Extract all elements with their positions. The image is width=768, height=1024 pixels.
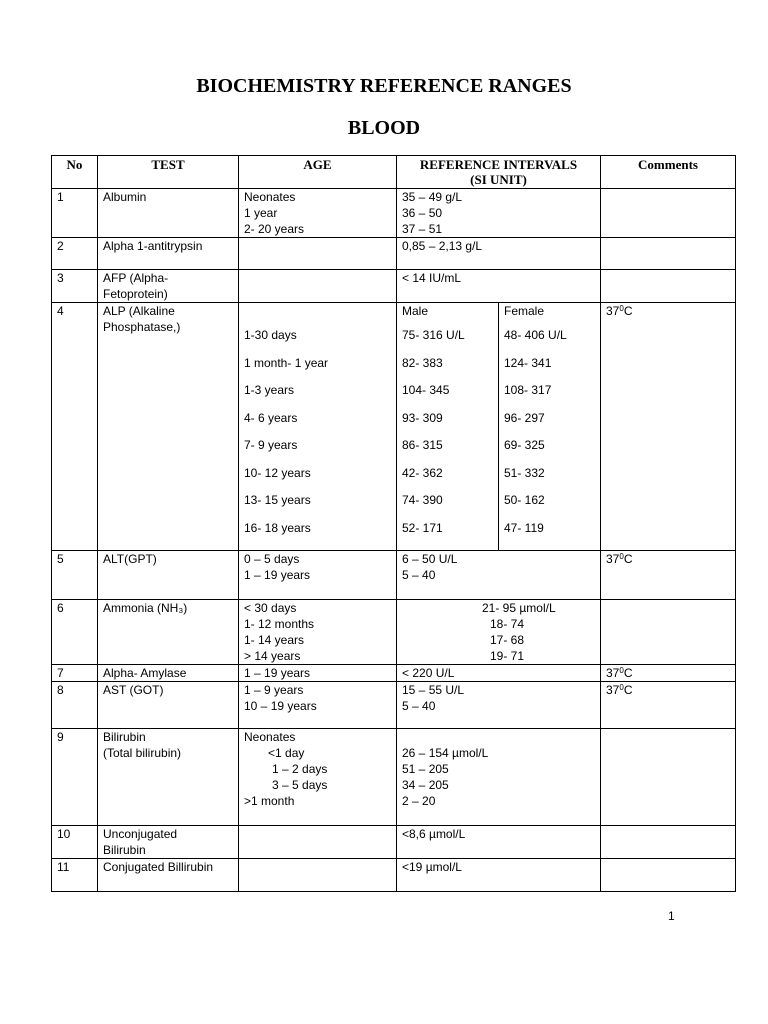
cell-reference: 6 – 50 U/L 5 – 40 <box>397 551 601 600</box>
cell-no: 8 <box>52 682 98 729</box>
cell-reference: 0,85 – 2,13 g/L <box>397 238 601 270</box>
table-row <box>52 270 736 303</box>
header-age: AGE <box>239 156 397 189</box>
header-test: TEST <box>98 156 239 189</box>
header-no: No <box>52 156 98 189</box>
table-row <box>52 729 736 826</box>
cell-reference: <8,6 µmol/L <box>397 826 601 859</box>
table-row <box>52 551 736 600</box>
cell-age <box>239 859 397 892</box>
cell-test: Conjugated Billirubin <box>98 859 239 892</box>
table-row <box>52 238 736 270</box>
cell-reference: 26 – 154 µmol/L 51 – 205 34 – 205 2 – 20 <box>397 729 601 826</box>
table-row <box>52 189 736 238</box>
cell-test: AST (GOT) <box>98 682 239 729</box>
cell-comments <box>601 600 736 665</box>
cell-reference: 21- 95 µmol/L 18- 74 17- 68 19- 71 <box>397 600 601 665</box>
cell-test: ALP (Alkaline Phosphatase,) <box>98 303 239 551</box>
cell-no: 9 <box>52 729 98 826</box>
cell-male: Male 75- 316 U/L 82- 383 104- 345 93- 309 86- 315 42- 362 74- 390 52- 171 <box>397 303 499 551</box>
cell-test: AFP (Alpha- Fetoprotein) <box>98 270 239 303</box>
table-row <box>52 303 736 551</box>
cell-reference: <19 µmol/L <box>397 859 601 892</box>
cell-comments <box>601 238 736 270</box>
cell-reference: < 220 U/L <box>397 665 601 682</box>
cell-reference: 15 – 55 U/L 5 – 40 <box>397 682 601 729</box>
table-row <box>52 665 736 682</box>
cell-no: 2 <box>52 238 98 270</box>
cell-comments: $37^0C$ <box>601 682 736 729</box>
reference-ranges-table <box>51 155 736 892</box>
cell-no: 7 <box>52 665 98 682</box>
cell-test: Ammonia (NH₃) <box>98 600 239 665</box>
cell-test: ALT(GPT) <box>98 551 239 600</box>
header-comments: Comments <box>601 156 736 189</box>
cell-female: Female 48- 406 U/L 124- 341 108- 317 96- 297 69- 325 51- 332 50- 162 47- 119 <box>499 303 601 551</box>
cell-test: Bilirubin (Total bilirubin) <box>98 729 239 826</box>
cell-test: Alpha 1-antitrypsin <box>98 238 239 270</box>
cell-no: 11 <box>52 859 98 892</box>
header-reference-line2: (SI UNIT) <box>470 172 527 187</box>
cell-comments <box>601 859 736 892</box>
cell-age <box>239 826 397 859</box>
cell-age: 1 – 9 years 10 – 19 years <box>239 682 397 729</box>
cell-age <box>239 270 397 303</box>
cell-age: 1 – 19 years <box>239 665 397 682</box>
table-row <box>52 682 736 729</box>
cell-age: Neonates 1 year 2- 20 years <box>239 189 397 238</box>
cell-no: 3 <box>52 270 98 303</box>
cell-age: < 30 days 1- 12 months 1- 14 years > 14 years <box>239 600 397 665</box>
cell-comments <box>601 826 736 859</box>
cell-comments <box>601 189 736 238</box>
cell-comments <box>601 729 736 826</box>
document-title: BIOCHEMISTRY REFERENCE RANGES <box>196 75 572 97</box>
header-reference-line1: REFERENCE INTERVALS <box>419 157 578 172</box>
cell-age: Neonates <1 day 1 – 2 days 3 – 5 days >1 month <box>239 729 397 826</box>
cell-no: 10 <box>52 826 98 859</box>
table-row <box>52 600 736 665</box>
cell-age: 1-30 days 1 month- 1 year 1-3 years 4- 6 years 7- 9 years 10- 12 years 13- 15 years 16- 18 years <box>239 303 397 551</box>
subheader-female: Female <box>504 304 545 318</box>
table-row <box>52 826 736 859</box>
subheader-male: Male <box>402 304 429 318</box>
cell-reference: 35 – 49 g/L 36 – 50 37 – 51 <box>397 189 601 238</box>
cell-comments <box>601 270 736 303</box>
page-number: 1 <box>668 909 675 923</box>
cell-comments: $37^0C$ <box>601 665 736 682</box>
cell-reference: < 14 IU/mL <box>397 270 601 303</box>
cell-no: 5 <box>52 551 98 600</box>
cell-no: 1 <box>52 189 98 238</box>
header-reference-intervals <box>397 156 601 189</box>
cell-comments: $37^0C$ <box>601 551 736 600</box>
table-row <box>52 859 736 892</box>
table-header-row <box>52 156 736 189</box>
cell-test: Alpha- Amylase <box>98 665 239 682</box>
cell-test: Albumin <box>98 189 239 238</box>
cell-age <box>239 238 397 270</box>
cell-test: Unconjugated Bilirubin <box>98 826 239 859</box>
cell-comments: $37^0C$ <box>601 303 736 551</box>
cell-no: 6 <box>52 600 98 665</box>
cell-age: 0 – 5 days 1 – 19 years <box>239 551 397 600</box>
cell-no: 4 <box>52 303 98 551</box>
document-subtitle: BLOOD <box>347 117 421 139</box>
